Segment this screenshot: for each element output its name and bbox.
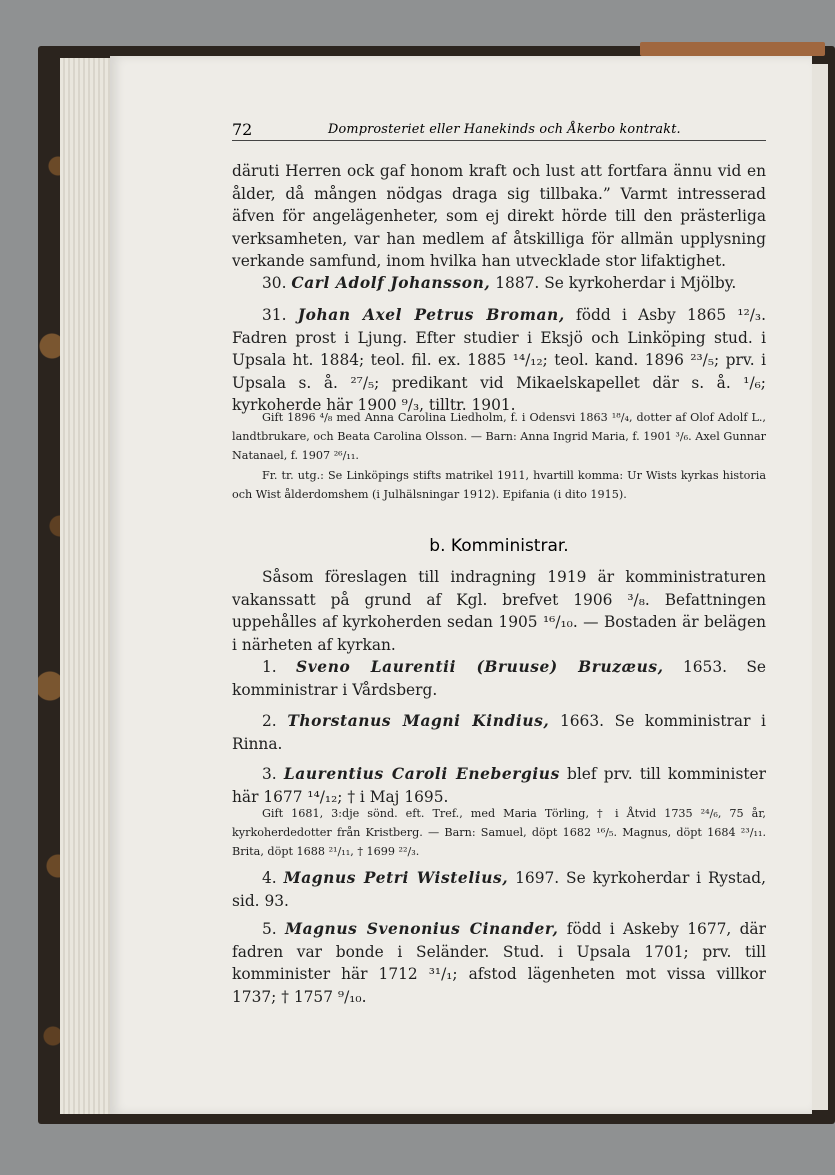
entry-text: 1887. Se kyrkoherdar i Mjölby. xyxy=(490,274,737,292)
komminister-3-family-note: Gift 1681, 3:dje sönd. eft. Tref., med Maria Törling, † i Åtvid 1735 ²⁴/₆, 75 år, kyrkoherdedotter från Kristberg. — Barn: Samuel, döpt 1682 ¹⁶/₅. Magnus, döpt 1684 ²³/₁₁. Brita, döpt 1688 ²¹/₁₁, † 1699 ²²/₃. xyxy=(232,807,766,859)
komminister-2 xyxy=(232,710,766,755)
komminister-5 xyxy=(232,918,766,1008)
person-name: Magnus Petri Wistelius, xyxy=(283,869,509,887)
page-right-edge xyxy=(812,64,828,1110)
person-name: Carl Adolf Johansson, xyxy=(291,274,491,292)
book-cover-top-edge xyxy=(640,42,825,56)
running-header xyxy=(232,118,766,141)
person-name: Magnus Svenonius Cinander, xyxy=(284,920,559,938)
entry-number: 30. xyxy=(262,274,287,292)
entry-30 xyxy=(232,272,766,295)
person-name: Thorstanus Magni Kindius, xyxy=(287,712,550,730)
section-heading: b. Komministrar. xyxy=(429,536,569,556)
section-intro-paragraph: Såsom föreslagen till indragning 1919 är komministraturen vakanssatt på grund af Kgl. brefvet 1906 ³/₈. Befattningen uppehålles af kyrkoherden sedan 1905 ¹⁶/₁₀. — Bostaden är belägen i närheten af kyrkan. xyxy=(232,568,766,654)
person-name: Sveno Laurentii (Bruuse) Bruzæus, xyxy=(296,658,664,676)
entry-number: 5. xyxy=(262,920,277,938)
person-name: Laurentius Caroli Enebergius xyxy=(283,765,560,783)
komminister-3 xyxy=(232,763,766,808)
entry-text: 1663. Se komministrar i Rinna. xyxy=(232,712,766,753)
entry-31 xyxy=(232,304,766,417)
entry-number: 4. xyxy=(262,869,277,887)
page-number: 72 xyxy=(232,120,253,139)
entry-text: 1653. Se komministrar i Vårdsberg. xyxy=(232,658,767,699)
entry-text: född i Askeby 1677, där fadren var bonde i Seländer. Stud. i Upsala 1701; prv. till komminister här 1712 ³¹/₁; afstod lägenheten mot vissa villkor 1737; † 1757 ⁹/₁₀. xyxy=(232,920,766,1006)
entry-text: 1697. Se kyrkoherdar i Rystad, sid. 93. xyxy=(232,869,766,910)
entry-number: 31. xyxy=(262,306,287,324)
entry-text: blef prv. till komminister här 1677 ¹⁴/₁₂; † i Maj 1695. xyxy=(232,765,766,806)
intro-paragraph: däruti Herren ock gaf honom kraft och lust att fortfara ännu vid en ålder, då mången nödgas draga sig tillbaka.” Varmt intresserad äfven för angelägenheter, som ej direkt hörde till den prästerliga verksamheten, var han medlem af åtskilliga för allmän upplysning verkande samfund, inom hvilka han utvecklade stor lifaktighet. xyxy=(232,162,766,271)
entry-31-publications-note: Fr. tr. utg.: Se Linköpings stifts matrikel 1911, hvartill komma: Ur Wists kyrkas historia och Wist ålderdomshem (i Julhälsningar 1912). Epifania (i dito 1915). xyxy=(232,469,766,502)
komminister-1 xyxy=(232,656,766,701)
entry-text: född i Asby 1865 ¹²/₃. Fadren prost i Ljung. Efter studier i Eksjö och Linköping stud. i Upsala ht. 1884; teol. fil. ex. 1885 ¹⁴/₁₂; teol. kand. 1896 ²³/₅; prv. i Upsala s. å. ²⁷/₅; predikant vid Mikaelskapellet där s. å. ¹/₆; kyrkoherde här 1900 ⁹/₃, tilltr. 1901. xyxy=(232,306,766,415)
entry-number: 2. xyxy=(262,712,277,730)
person-name: Johan Axel Petrus Broman, xyxy=(297,306,565,324)
komminister-4 xyxy=(232,867,766,912)
entry-31-family-note: Gift 1896 ⁴/₈ med Anna Carolina Liedholm, f. i Odensvi 1863 ¹⁸/₄, dotter af Olof Adolf L., landtbrukare, och Beata Carolina Olsson. — Barn: Anna Ingrid Maria, f. 1901 ³/₆. Axel Gunnar Natanael, f. 1907 ²⁶/₁₁. xyxy=(232,411,766,463)
entry-number: 3. xyxy=(262,765,277,783)
entry-number: 1. xyxy=(262,658,277,676)
running-title: Domprosteriet eller Hanekinds och Åkerbo kontrakt. xyxy=(328,122,681,137)
